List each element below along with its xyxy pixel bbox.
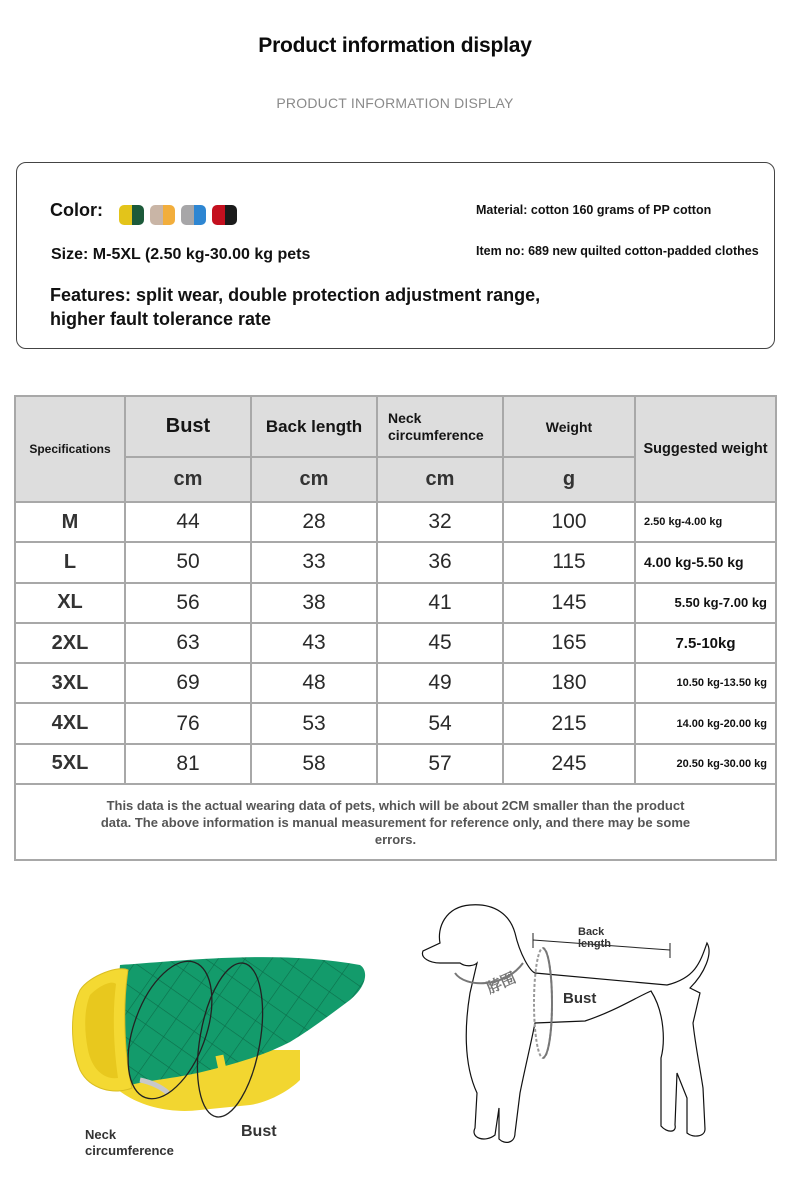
- weight-cell: 180: [503, 663, 635, 703]
- dog-neck-label: 脖围: [484, 969, 519, 998]
- size-cell: M: [15, 502, 125, 542]
- table-row: [15, 502, 776, 542]
- weight-cell: 245: [503, 744, 635, 784]
- header-specifications: Specifications: [15, 396, 125, 502]
- size-cell: 5XL: [15, 744, 125, 784]
- page-title: Product information display: [258, 34, 532, 57]
- bust-cell: 63: [125, 623, 251, 663]
- header-back-length: Back length: [251, 396, 377, 457]
- color-swatch-beige-orange[interactable]: [150, 205, 175, 225]
- unit-neck: cm: [377, 457, 503, 502]
- table-row: [15, 583, 776, 623]
- neck-cell: 49: [377, 663, 503, 703]
- header-bust: Bust: [125, 396, 251, 457]
- table-row: [15, 663, 776, 703]
- vest-image: [50, 930, 380, 1130]
- back-length-cell: 58: [251, 744, 377, 784]
- material-text: Material: cotton 160 grams of PP cotton: [476, 203, 712, 217]
- header-neck-circumference: Neck circumference: [377, 396, 503, 457]
- bust-cell: 76: [125, 703, 251, 743]
- page-subtitle: PRODUCT INFORMATION DISPLAY: [276, 95, 514, 111]
- dog-back-length-label: Back length: [578, 926, 611, 950]
- unit-bust: cm: [125, 457, 251, 502]
- weight-cell: 145: [503, 583, 635, 623]
- suggested-weight-cell: 7.5-10kg: [635, 623, 776, 663]
- dog-outline-illustration: [415, 893, 715, 1158]
- size-cell: L: [15, 542, 125, 582]
- header-weight: Weight: [503, 396, 635, 457]
- back-length-cell: 28: [251, 502, 377, 542]
- product-info-box: [16, 162, 775, 349]
- suggested-weight-cell: 10.50 kg-13.50 kg: [635, 663, 776, 703]
- weight-cell: 100: [503, 502, 635, 542]
- bust-cell: 56: [125, 583, 251, 623]
- bust-cell: 44: [125, 502, 251, 542]
- table-row: [15, 623, 776, 663]
- size-cell: 2XL: [15, 623, 125, 663]
- item-number: Item no: 689 new quilted cotton-padded clothes: [476, 244, 759, 258]
- features-text: Features: split wear, double protection adjustment range, higher fault tolerance rate: [50, 285, 541, 329]
- table-row: [15, 542, 776, 582]
- table-row: [15, 744, 776, 784]
- neck-cell: 57: [377, 744, 503, 784]
- bust-cell: 81: [125, 744, 251, 784]
- bust-cell: 69: [125, 663, 251, 703]
- header-suggested-weight: Suggested weight: [635, 396, 776, 502]
- neck-cell: 36: [377, 542, 503, 582]
- size-cell: 3XL: [15, 663, 125, 703]
- back-length-cell: 53: [251, 703, 377, 743]
- suggested-weight-cell: 20.50 kg-30.00 kg: [635, 744, 776, 784]
- suggested-weight-cell: 14.00 kg-20.00 kg: [635, 703, 776, 743]
- back-length-cell: 43: [251, 623, 377, 663]
- color-label: Color:: [50, 200, 103, 220]
- size-chart-table: [14, 395, 777, 861]
- size-cell: 4XL: [15, 703, 125, 743]
- dog-silhouette: [422, 905, 709, 1143]
- unit-weight: g: [503, 457, 635, 502]
- bust-cell: 50: [125, 542, 251, 582]
- neck-cell: 41: [377, 583, 503, 623]
- vest-bust-label: Bust: [241, 1123, 277, 1140]
- table-row: [15, 703, 776, 743]
- back-length-cell: 33: [251, 542, 377, 582]
- color-swatch-grey-blue[interactable]: [181, 205, 206, 225]
- neck-cell: 54: [377, 703, 503, 743]
- weight-cell: 215: [503, 703, 635, 743]
- weight-cell: 165: [503, 623, 635, 663]
- neck-cell: 32: [377, 502, 503, 542]
- dog-diagram: [415, 893, 715, 1158]
- neck-cell: 45: [377, 623, 503, 663]
- weight-cell: 115: [503, 542, 635, 582]
- quilted-vest-illustration: [50, 930, 380, 1130]
- unit-back-length: cm: [251, 457, 377, 502]
- back-length-cell: 48: [251, 663, 377, 703]
- color-swatch-yellow-green[interactable]: [119, 205, 144, 225]
- size-cell: XL: [15, 583, 125, 623]
- color-swatch-red-black[interactable]: [212, 205, 237, 225]
- back-length-cell: 38: [251, 583, 377, 623]
- vest-neck-label: Neck circumference: [85, 1127, 174, 1158]
- suggested-weight-cell: 4.00 kg-5.50 kg: [635, 542, 776, 582]
- measurement-note: This data is the actual wearing data of pets, which will be about 2CM smaller than the product data. The above information is manual measurement for reference only, and there may be some errors.: [15, 784, 776, 860]
- size-range: Size: M-5XL (2.50 kg-30.00 kg pets: [51, 246, 311, 263]
- suggested-weight-cell: 2.50 kg-4.00 kg: [635, 502, 776, 542]
- color-swatches: [119, 205, 237, 225]
- suggested-weight-cell: 5.50 kg-7.00 kg: [635, 583, 776, 623]
- dog-bust-label: Bust: [563, 990, 597, 1007]
